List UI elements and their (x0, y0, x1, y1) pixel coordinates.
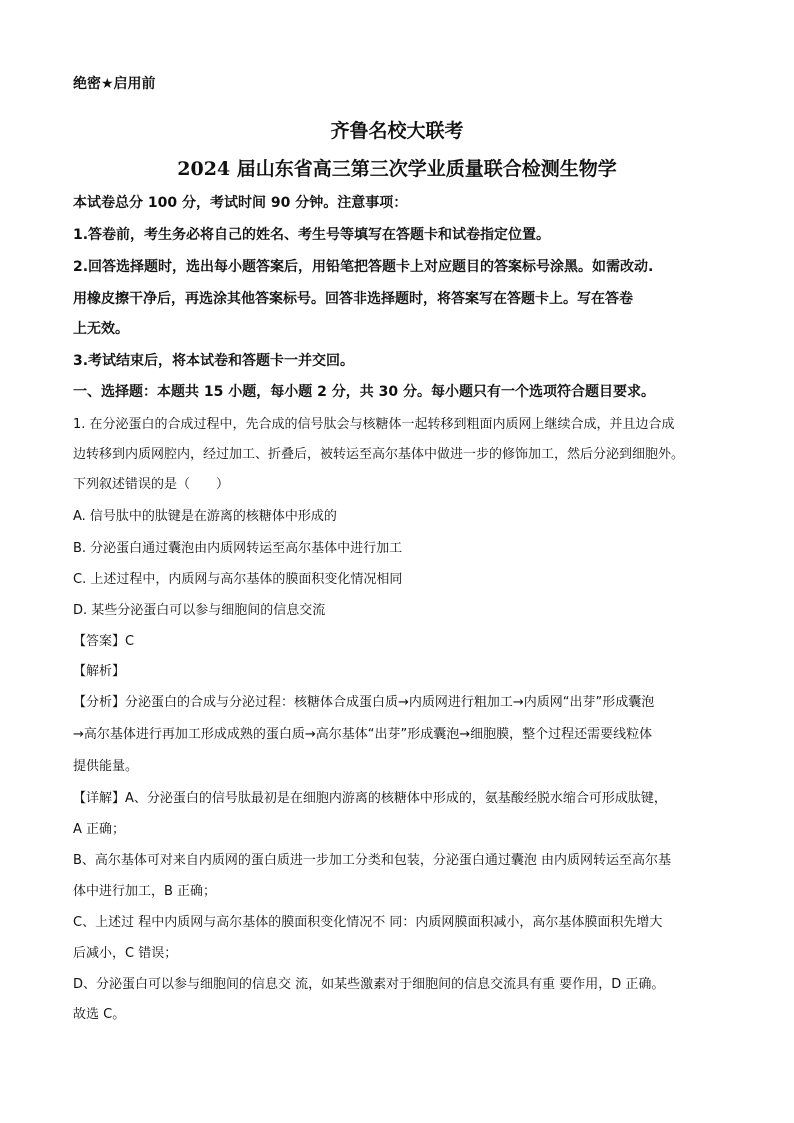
notice-item-3: 3.考试结束后，将本试卷和答题卡一并交回。 (73, 353, 355, 369)
fenxi-text: 分泌蛋白的合成与分泌过程：核糖体合成蛋白质→内质网进行粗加工→内质网“出芽”形成囊泡 (125, 695, 655, 710)
q1-option-d: D. 某些分泌蛋白可以参与细胞间的信息交流 (73, 603, 326, 618)
answer-tag: 【答案】 (73, 634, 126, 649)
answer-value: C (125, 634, 135, 649)
xiangjie-tag: 【详解】 (73, 791, 126, 806)
exam-title: 齐鲁名校大联考 (330, 120, 464, 142)
q1-stem-line-2: 边转移到内质网腔内，经过加工、折叠后，被转运至高尔基体中做进一步的修饰加工，然后分泌到细胞外。 (73, 447, 685, 462)
q1-stem-line-3: 下列叙述错误的是（ ） (73, 477, 230, 492)
q1-analysis-tag: 【解析】 (73, 664, 126, 679)
notice-item-1: 1.答卷前，考生务必将自己的姓名、考生号等填写在答题卡和试卷指定位置。 (73, 227, 551, 243)
q1-xiangjie-b-line-1: B、高尔基体可对来自内质网的蛋白质进一步加工分类和包装，分泌蛋白通过囊泡 由内质网转运至高尔基 (73, 853, 672, 868)
notice-item-2-line-3: 上无效。 (73, 321, 129, 337)
q1-stem-line-1: 1. 在分泌蛋白的合成过程中，先合成的信号肽会与核糖体一起转移到粗面内质网上继续合成，并且边合成 (73, 417, 675, 432)
section-heading: 一、选择题：本题共 15 小题，每小题 2 分，共 30 分。每小题只有一个选项符合题目要求。 (73, 384, 655, 400)
fenxi-tag: 【分析】 (73, 695, 126, 710)
q1-fenxi-line-1 (73, 691, 654, 710)
q1-option-c: C. 上述过程中，内质网与高尔基体的膜面积变化情况相同 (73, 572, 403, 587)
q1-conclusion: 故选 C。 (73, 1007, 126, 1022)
q1-xiangjie-b-line-2: 体中进行加工，B 正确； (73, 884, 217, 899)
q1-option-a: A. 信号肽中的肽键是在游离的核糖体中形成的 (73, 509, 337, 524)
q1-answer (73, 630, 134, 649)
exam-subtitle: 2024 届山东省高三第三次学业质量联合检测生物学 (177, 158, 617, 180)
q1-xiangjie-c-line-2: 后减小，C 错误； (73, 946, 178, 961)
q1-fenxi-line-2: →高尔基体进行再加工形成成熟的蛋白质→高尔基体“出芽”形成囊泡→细胞膜，整个过程还需要线粒体 (73, 727, 653, 742)
notice-intro: 本试卷总分 100 分，考试时间 90 分钟。注意事项： (73, 195, 408, 211)
q1-xiangjie-d-line-1: D、分泌蛋白可以参与细胞间的信息交 流，如某些激素对于细胞间的信息交流具有重 要作用，D 正确。 (73, 977, 665, 992)
secret-mark: 绝密★启用前 (73, 76, 156, 92)
q1-xiangjie-c-line-1: C、上述过 程中内质网与高尔基体的膜面积变化情况不 同：内质网膜面积减小，高尔基体膜面积先增大 (73, 915, 663, 930)
xiangjie-a-text: A、分泌蛋白的信号肽最初是在细胞内游离的核糖体中形成的，氨基酸经脱水缩合可形成肽键， (125, 791, 667, 806)
q1-option-b: B. 分泌蛋白通过囊泡由内质网转运至高尔基体中进行加工 (73, 541, 403, 556)
q1-xiangjie-a-line-1 (73, 787, 667, 806)
notice-item-2-line-2: 用橡皮擦干净后，再选涂其他答案标号。回答非选择题时，将答案写在答题卡上。写在答卷 (73, 291, 633, 307)
q1-xiangjie-a-line-2: A 正确； (73, 822, 126, 837)
q1-fenxi-line-3: 提供能量。 (73, 759, 139, 774)
notice-item-2-line-1: 2.回答选择题时，选出每小题答案后，用铅笔把答题卡上对应题目的答案标号涂黑。如需改动. (73, 259, 654, 275)
